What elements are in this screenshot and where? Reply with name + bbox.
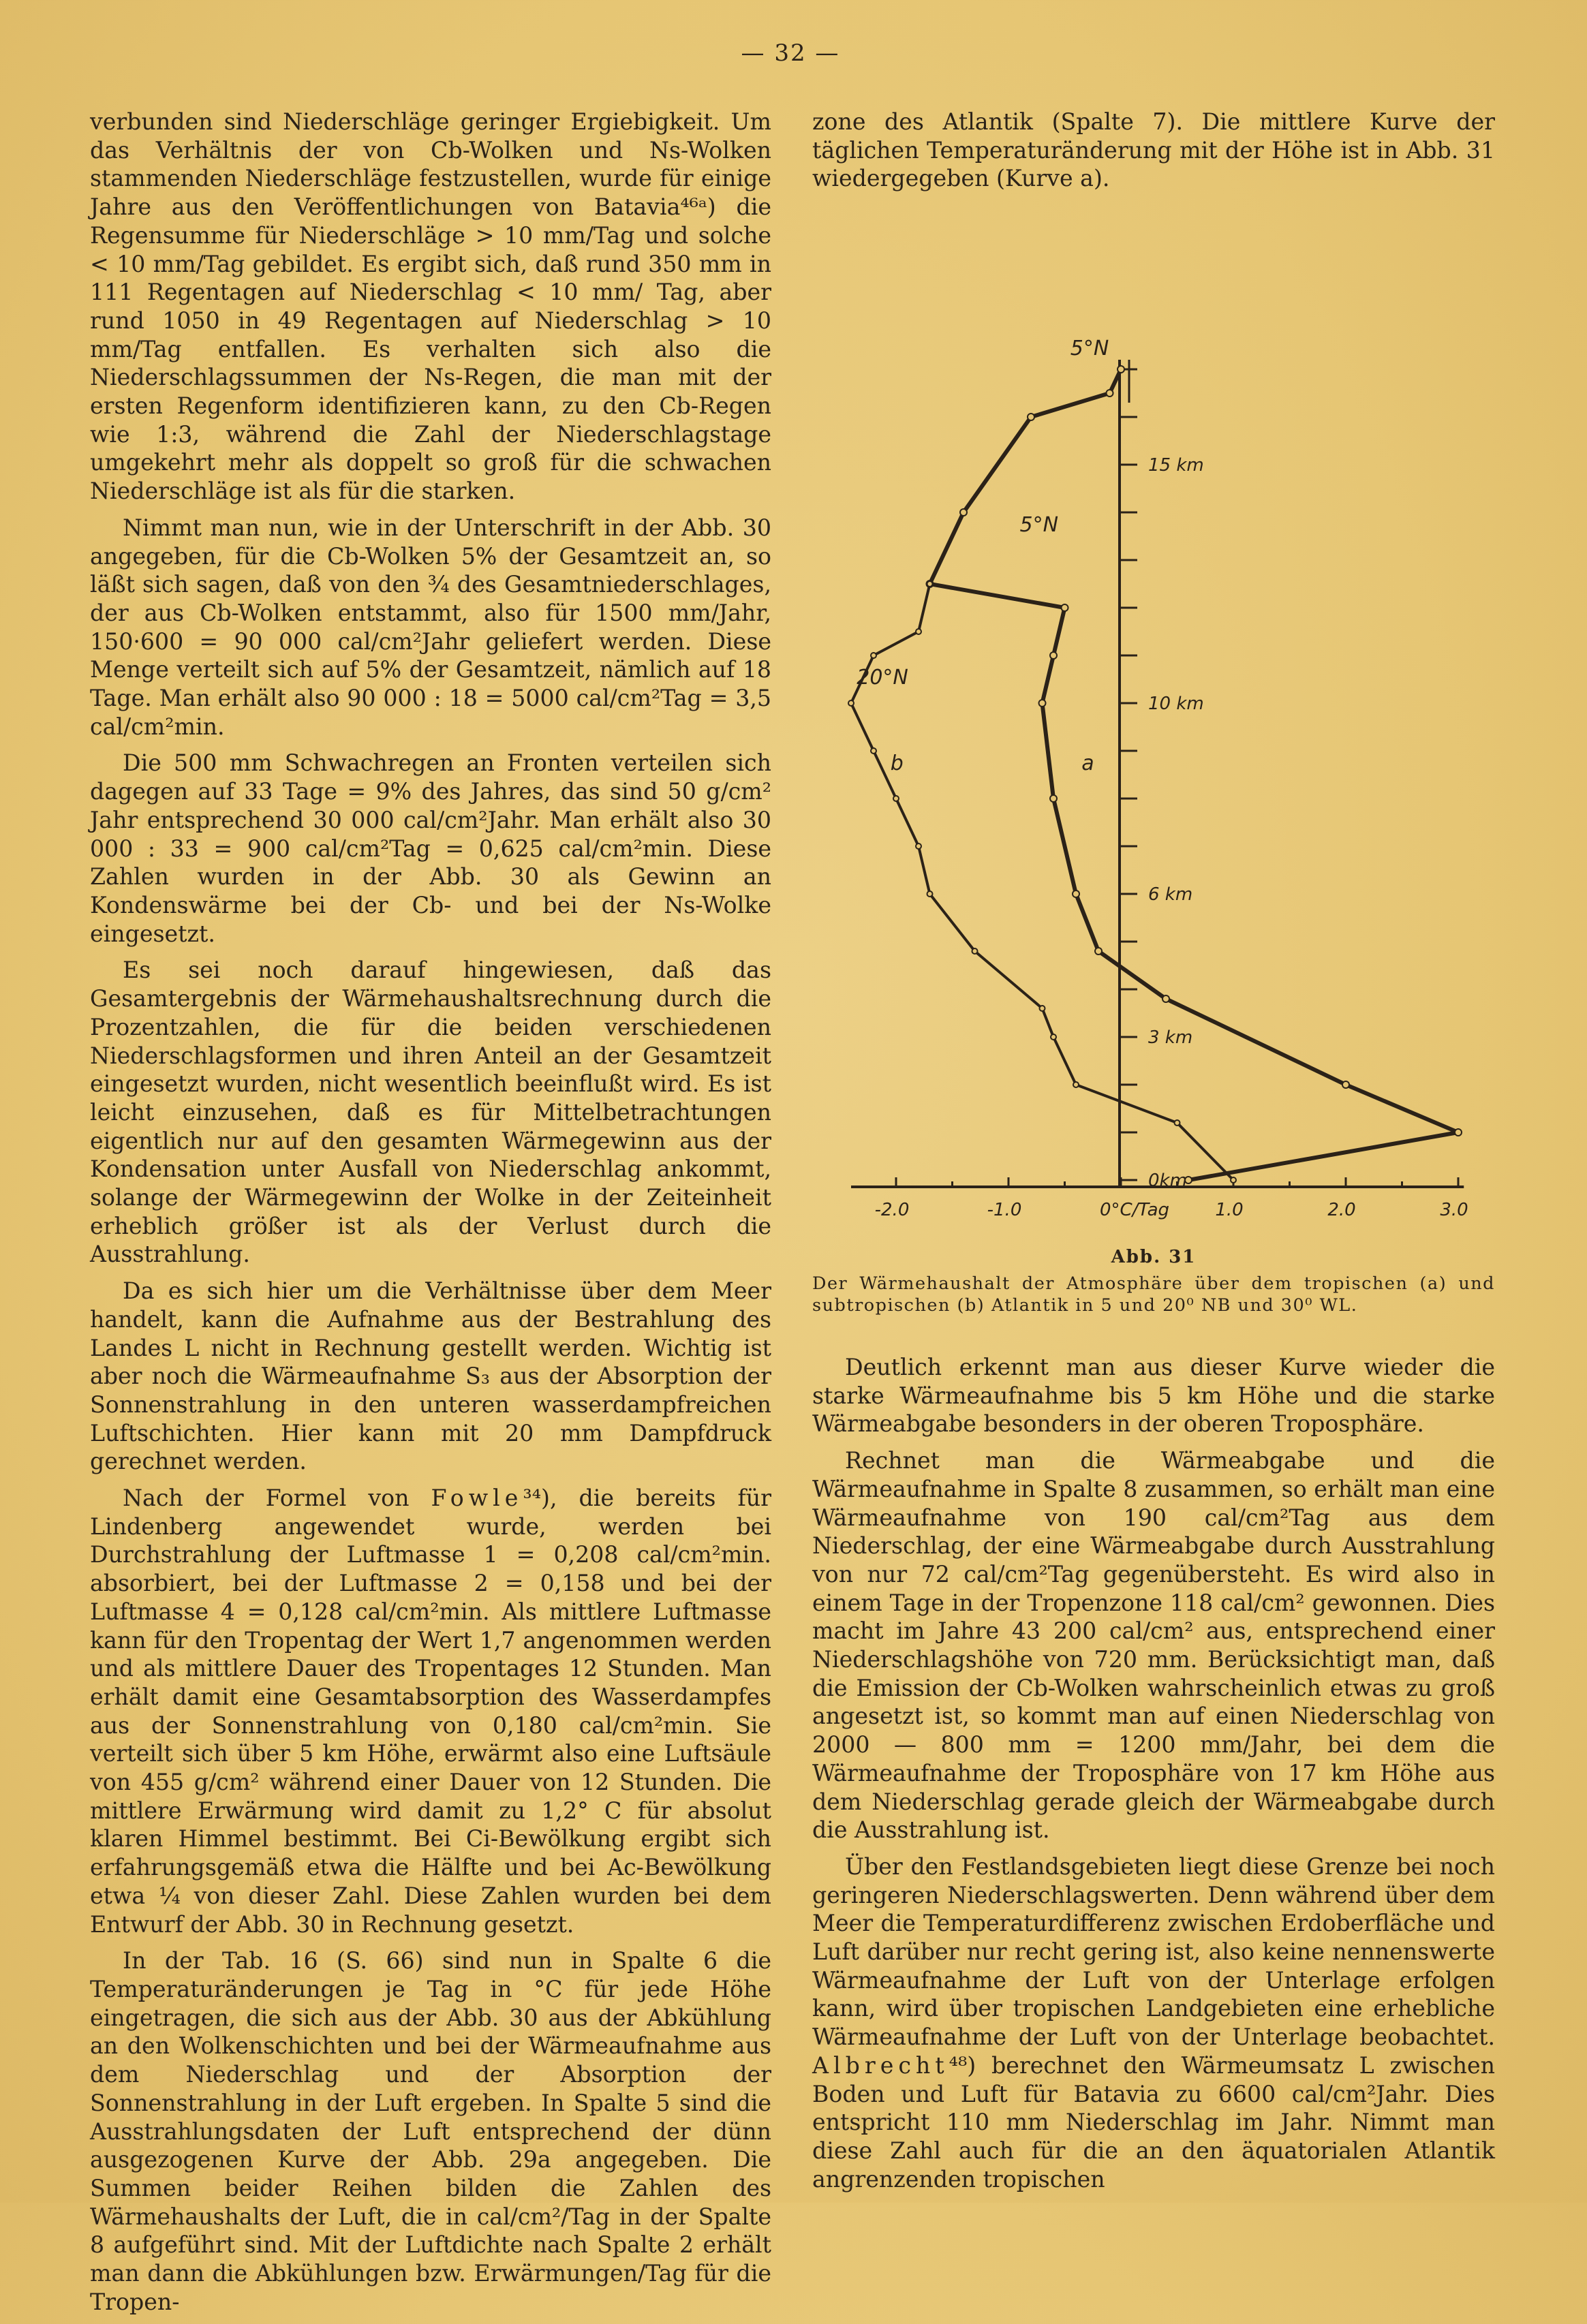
data-point-a: [1095, 948, 1102, 955]
curve-latitude-b: 20°N: [857, 666, 908, 690]
data-point-a: [1455, 1129, 1462, 1136]
data-point-a: [1342, 1081, 1349, 1088]
paragraph: Die 500 mm Schwachregen an Fronten verteilen sich dagegen auf 33 Tage = 9% des Jahres, das sind 50 g/cm² Jahr entsprechend 30 000 cal/cm²Jahr. Man erhält also 30 000 : 33 = 900 cal/cm²Tag = 0,625 cal/cm²min. Diese Zahlen wurden in der Abb. 30 als Gewinn an Kondenswärme bei der Cb- und bei der Ns-Wolke eingesetzt.: [90, 749, 771, 947]
y-tick-label: 0km: [1148, 1171, 1187, 1191]
chart-axes: [851, 360, 1464, 1187]
data-point-b: [972, 948, 978, 954]
data-point-a: [1162, 995, 1169, 1002]
x-tick-label: 2.0: [1327, 1200, 1356, 1220]
author-name: Albrecht: [812, 2051, 949, 2079]
data-point-a: [1028, 414, 1034, 420]
figure-caption: Der Wärmehaushalt der Atmosphäre über dem tropischen (a) und subtropischen (b) Atlantik in 5 und 20⁰ NB und 30⁰ WL.: [812, 1273, 1495, 1316]
y-tick-label: 10 km: [1148, 694, 1204, 714]
series-line-b: [851, 584, 1233, 1180]
paragraph: Nimmt man nun, wie in der Unterschrift in der Abb. 30 angegeben, für die Cb-Wolken 5% der Gesamtzeit an, so läßt sich sagen, daß von den ¾ des Gesamtniederschlages, der aus Cb-Wolken entstammt, also für 1500 mm/Jahr, 150·600 = 90 000 cal/cm²Jahr geliefert werden. Diese Menge verteilt sich auf 5% der Gesamtzeit, nämlich auf 18 Tage. Man erhält also 90 000 : 18 = 5000 cal/cm²Tag = 3,5 cal/cm²min.: [90, 514, 771, 740]
paragraph-text: Über den Festlandsgebieten liegt diese Grenze bei noch geringeren Niederschlagswerten. Denn während über dem Meer die Temperaturdifferenz zwischen Erdoberfläche und Luft darüber nur recht gering ist, also keine nennenswerte Wärmeaufnahme der Luft von der Unterlage erfolgen kann, wird über tropischen Landgebieten eine erhebliche Wärmeaufnahme der Luft von der Unterlage beobachtet.: [812, 1853, 1495, 2051]
paragraph: [90, 1484, 771, 1938]
x-tick-label: 0°C/Tag: [1099, 1200, 1170, 1220]
y-tick-label: 6 km: [1148, 884, 1193, 905]
data-point-a: [1050, 795, 1057, 802]
x-tick-label: 1.0: [1215, 1200, 1244, 1220]
data-point-b: [848, 700, 854, 706]
paragraph: verbunden sind Niederschläge geringer Ergiebigkeit. Um das Verhältnis der von Cb-Wolken und Ns-Wolken stammenden Niederschläge festzustellen, wurde für einige Jahre aus den Veröffentlichungen von Batavia⁴⁶ᵃ) die Regensumme für Niederschläge > 10 mm/Tag und solche < 10 mm/Tag gebildet. Es ergibt sich, daß rund 350 mm in 111 Regentagen auf Niederschlag < 10 mm/ Tag, aber rund 1050 in 49 Regentagen auf Niederschlag > 10 mm/Tag entfallen. Es verhalten sich also die Niederschlagssummen der Ns-Regen, die man mit der ersten Regenform identifizieren kann, zu den Cb-Regen wie 1:3, während die Zahl der Niederschlagstage umgekehrt mehr als doppelt so groß für die schwachen Niederschläge ist als für die starken.: [90, 108, 771, 505]
paragraph: Rechnet man die Wärmeabgabe und die Wärmeaufnahme in Spalte 8 zusammen, so erhält man eine Wärmeaufnahme von 190 cal/cm²Tag aus dem Niederschlag, der eine Wärmeabgabe durch Ausstrahlung von nur 72 cal/cm²Tag gegenübersteht. Es wird also in einem Tage in der Tropenzone 118 cal/cm² gewonnen. Dies macht im Jahre 43 200 cal/cm² aus, entsprechend einer Niederschlagshöhe von 720 mm. Berücksichtigt man, daß die Emission der Cb-Wolken wahrscheinlich etwas zu groß angesetzt ist, so kommt man auf einen Niederschlag von 2000 — 800 mm = 1200 mm/Jahr, bei dem die Wärmeaufnahme der Troposphäre von 17 km Höhe aus dem Niederschlag gerade gleich der Wärmeabgabe durch die Ausstrahlung ist.: [812, 1447, 1495, 1844]
heat-balance-chart: [804, 232, 1513, 1240]
data-point-b: [916, 843, 921, 849]
data-point-a: [1050, 652, 1057, 659]
curve-label-a: a: [1081, 752, 1094, 775]
paragraph: zone des Atlantik (Spalte 7). Die mittlere Kurve der täglichen Temperaturänderung mit der Höhe ist in Abb. 31 wiedergegeben (Kurve a).: [812, 108, 1495, 192]
data-point-b: [871, 653, 876, 658]
paragraph: [812, 1853, 1495, 2193]
data-point-b: [927, 891, 933, 897]
paragraph-text: ³⁴), die bereits für Lindenberg angewendet wurde, werden bei Durchstrahlung der Luftmasse 1 = 0,208 cal/cm²min. absorbiert, bei der Luftmasse 2 = 0,158 und bei der Luftmasse 4 = 0,128 cal/cm²min. Als mittlere Luftmasse kann für den Tropentag der Wert 1,7 angenommen werden und als mittlere Dauer des Tropentages 12 Stunden. Man erhält damit eine Gesamtabsorption des Wasserdampfes aus der Sonnenstrahlung von 0,180 cal/cm²min. Sie verteilt sich über 5 km Höhe, erwärmt also eine Luftsäule von 455 g/cm² während einer Dauer von 12 Stunden. Die mittlere Erwärmung wird damit zu 1,2° C für absolut klaren Himmel bestimmt. Bei Ci-Bewölkung ergibt sich erfahrungsgemäß etwa die Hälfte und bei Ac-Bewölkung etwa ¼ von dieser Zahl. Diese Zahlen wurden bei dem Entwurf der Abb. 30 in Rechnung gesetzt.: [90, 1485, 771, 1938]
chart-series: [848, 366, 1462, 1183]
data-point-a: [1062, 604, 1068, 611]
data-point-b: [927, 581, 933, 587]
figure-title: Abb. 31: [1111, 1247, 1197, 1267]
x-tick-label: 3.0: [1440, 1200, 1468, 1220]
left-column: [90, 108, 771, 2324]
data-point-b: [1175, 1120, 1180, 1126]
data-point-b: [916, 629, 921, 634]
data-point-a: [1073, 890, 1079, 897]
paragraph: Deutlich erkennt man aus dieser Kurve wieder die starke Wärmeaufnahme bis 5 km Höhe und die starke Wärmeabgabe besonders in der oberen Troposphäre.: [812, 1354, 1495, 1438]
paragraph: Es sei noch darauf hingewiesen, daß das Gesamtergebnis der Wärmehaushaltsrechnung durch die Prozentzahlen, die für die beiden verschiedenen Niederschlagsformen und ihren Anteil an der Gesamtzeit eingesetzt wurden, nicht wesentlich beeinflußt wird. Es ist leicht einzusehen, daß es für Mittelbetrachtungen eigentlich nur auf den gesamten Wärmegewinn aus der Kondensation unter Ausfall von Niederschlag ankommt, solange der Wärmegewinn der Wolke in der Zeiteinheit erheblich größer ist als der Verlust durch die Ausstrahlung.: [90, 957, 771, 1268]
right-column-top: [812, 108, 1495, 201]
data-point-b: [1051, 1034, 1056, 1040]
data-point-a: [960, 509, 967, 516]
data-point-a: [1039, 700, 1046, 707]
data-point-a: [1107, 390, 1113, 397]
chart-labels: [857, 337, 1468, 1220]
data-point-b: [1073, 1082, 1079, 1087]
data-point-b: [1040, 1006, 1045, 1011]
y-tick-label: 15 km: [1148, 455, 1204, 476]
paragraph-text: ⁴⁸) berechnet den Wärmeumsatz L zwischen Boden und Luft für Batavia zu 6600 cal/cm²Jahr. Dies entspricht 110 mm Niederschlag im Jahr. Nimmt man diese Zahl auch für die an den äquatorialen Atlantik angrenzenden tropischen: [812, 2051, 1495, 2193]
x-tick-label: -1.0: [987, 1200, 1022, 1220]
data-point-b: [893, 796, 899, 801]
y-tick-label: 3 km: [1148, 1027, 1193, 1048]
paragraph: In der Tab. 16 (S. 66) sind nun in Spalte 6 die Temperaturänderungen je Tag in °C für jede Höhe eingetragen, die sich aus der Abb. 30 aus der Abkühlung an den Wolkenschichten und bei der Wärmeaufnahme aus dem Niederschlag und der Absorption der Sonnenstrahlung in der Luft ergeben. In Spalte 5 sind die Ausstrahlungsdaten der Luft entsprechend der dünn ausgezogenen Kurve der Abb. 29a angegeben. Die Summen beider Reihen bilden die Zahlen des Wärmehaushalts der Luft, die in cal/cm²/Tag in der Spalte 8 aufgeführt sind. Mit der Luftdichte nach Spalte 2 erhält man dann die Abkühlungen bzw. Erwärmungen/Tag für die Tropen-: [90, 1947, 771, 2315]
data-point-a: [1118, 366, 1124, 373]
curve-latitude-a: 5°N: [1019, 513, 1059, 537]
data-point-b: [871, 748, 876, 754]
paragraph-text: Nach der Formel von: [123, 1485, 431, 1512]
series-line-a: [930, 369, 1459, 1180]
right-column-bottom: [812, 1353, 1495, 2201]
figure-abb-31: [804, 232, 1513, 1240]
x-tick-label: -2.0: [874, 1200, 910, 1220]
curve-label-b: b: [890, 752, 904, 775]
author-name: Fowle: [431, 1485, 523, 1512]
curve-latitude-top: 5°N: [1070, 337, 1109, 360]
page-number: — 32 —: [741, 40, 840, 67]
data-point-b: [1231, 1177, 1236, 1183]
paragraph: Da es sich hier um die Verhältnisse über dem Meer handelt, kann die Aufnahme aus der Bestrahlung des Landes L nicht in Rechnung gestellt werden. Wichtig ist aber noch die Wärmeaufnahme S₃ aus der Absorption der Sonnenstrahlung in den unteren wasserdampfreichen Luftschichten. Hier kann mit 20 mm Dampfdruck gerechnet werden.: [90, 1277, 771, 1475]
